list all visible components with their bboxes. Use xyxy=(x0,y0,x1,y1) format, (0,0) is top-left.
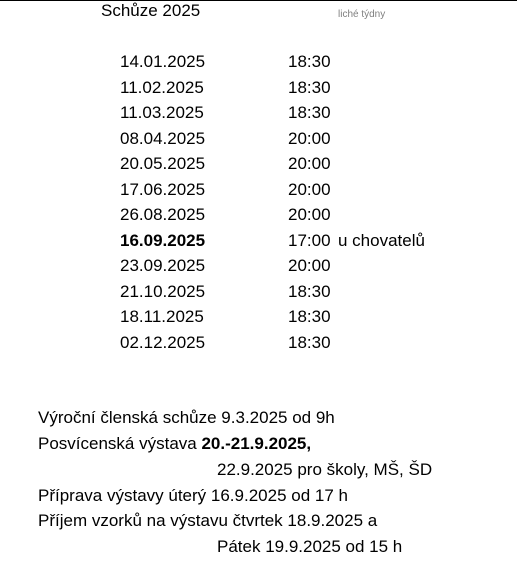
samples-line-1: Příjem vzorků na výstavu čtvrtek 18.9.2025 a xyxy=(38,511,378,530)
meeting-date: 11.03.2025 xyxy=(120,103,204,122)
preparation-line: Příprava výstavy úterý 16.9.2025 od 17 h xyxy=(38,486,348,505)
meeting-time: 18:30 xyxy=(288,332,331,352)
odd-weeks-note: liché týdny xyxy=(338,9,386,20)
meeting-time: 17:00 xyxy=(288,230,331,250)
meeting-time: 18:30 xyxy=(288,281,331,301)
meeting-note: u chovatelů xyxy=(338,230,425,250)
meeting-time: 18:30 xyxy=(288,77,331,97)
top-border xyxy=(0,0,517,1)
meeting-date: 08.04.2025 xyxy=(120,128,206,148)
meeting-date: 20.05.2025 xyxy=(120,154,206,173)
meeting-time: 18:30 xyxy=(288,103,331,122)
schedule-row xyxy=(0,78,517,104)
meeting-date: 26.08.2025 xyxy=(120,205,206,224)
schedule-row xyxy=(0,333,517,359)
meeting-time: 20:00 xyxy=(288,179,331,199)
meeting-date: 02.12.2025 xyxy=(120,332,206,352)
samples-line-2: Pátek 19.9.2025 od 15 h xyxy=(217,537,403,556)
meeting-date: 18.11.2025 xyxy=(120,307,204,326)
document-title: Schůze 2025 xyxy=(101,1,201,20)
annual-meeting-line: Výroční členská schůze 9.3.2025 od 9h xyxy=(38,408,335,427)
schedule-row xyxy=(0,129,517,155)
meeting-time: 20:00 xyxy=(288,154,331,173)
meeting-time: 18:30 xyxy=(288,307,331,326)
schedule-row xyxy=(0,307,517,333)
meeting-time: 20:00 xyxy=(288,256,331,275)
meeting-date: 23.09.2025 xyxy=(120,256,206,275)
exhibition-label: Posvícenská výstava xyxy=(38,434,202,453)
schedule-row xyxy=(0,256,517,282)
meeting-date: 21.10.2025 xyxy=(120,281,206,301)
meeting-date: 17.06.2025 xyxy=(120,179,206,199)
meeting-time: 18:30 xyxy=(288,52,331,71)
schedule-row xyxy=(0,103,517,129)
schedule-row xyxy=(0,205,517,231)
meeting-date: 16.09.2025 xyxy=(120,230,206,250)
schedule-row xyxy=(0,231,517,257)
exhibition-line xyxy=(38,434,311,454)
meeting-date: 14.01.2025 xyxy=(120,52,206,71)
schedule-row xyxy=(0,52,517,78)
schedule-row xyxy=(0,282,517,308)
exhibition-dates: 20.-21.9.2025, xyxy=(201,434,312,453)
meeting-time: 20:00 xyxy=(288,205,331,224)
meeting-date: 11.02.2025 xyxy=(120,77,204,97)
meeting-time: 20:00 xyxy=(288,128,331,148)
schedule-row xyxy=(0,180,517,206)
schools-line: 22.9.2025 pro školy, MŠ, ŠD xyxy=(217,460,433,479)
schedule-row xyxy=(0,154,517,180)
